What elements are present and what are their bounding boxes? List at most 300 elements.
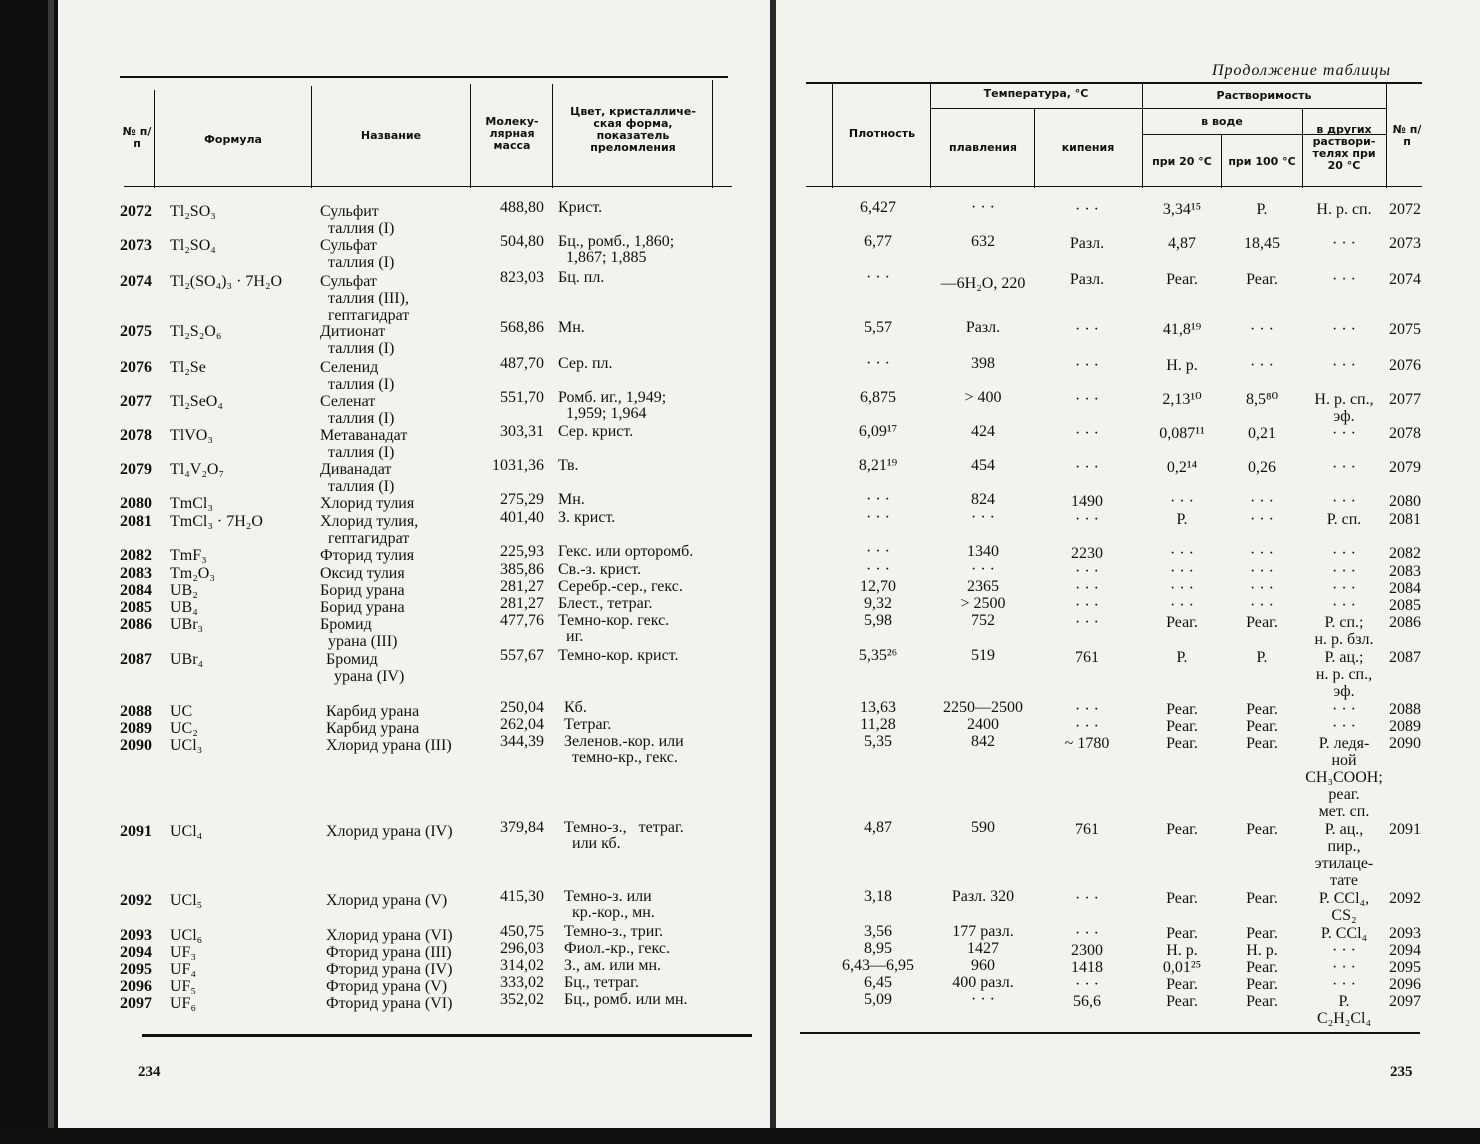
density-cell: 4,87	[864, 819, 892, 836]
name-cell: Дитионат	[320, 323, 386, 340]
boiling-cell: · · ·	[1075, 425, 1099, 442]
mass-cell: 314,02	[500, 957, 544, 974]
scanner-edge	[0, 1128, 1480, 1144]
formula-cell: Tl₂SO₄	[170, 237, 216, 254]
other-solvents-cell: тате	[1330, 872, 1358, 889]
table-bottom-rule	[142, 1034, 752, 1037]
boiling-cell: · · ·	[1075, 563, 1099, 580]
solubility-20-cell: Реаг.	[1166, 925, 1198, 942]
page-number-right: 235	[1390, 1064, 1413, 1080]
boiling-cell: · · ·	[1075, 459, 1099, 476]
solubility-100-cell: Реаг.	[1246, 976, 1278, 993]
other-solvents-cell: Р.	[1338, 993, 1350, 1010]
formula-cell: Tl₄V₂O₇	[170, 461, 225, 478]
melting-cell: Разл.	[965, 319, 1001, 336]
header-melting: плавления	[949, 141, 1017, 154]
row-number-right: 2091	[1389, 821, 1421, 838]
name-cell: таллия (III),	[320, 290, 409, 307]
density-cell: 6,45	[864, 974, 892, 991]
row-number: 2087	[120, 651, 152, 668]
mass-cell: 250,04	[500, 699, 544, 716]
boiling-cell: 761	[1075, 821, 1099, 838]
solubility-100-cell: 18,45	[1244, 235, 1280, 252]
row-number-right: 2088	[1389, 701, 1421, 718]
other-solvents-cell: Р. CCl₄,	[1318, 890, 1370, 907]
table-top-rule-right	[806, 82, 1422, 84]
other-solvents-cell: · · ·	[1332, 718, 1356, 735]
table-continuation-caption: Продолжение таблицы	[1212, 62, 1392, 79]
melting-cell: 398	[971, 355, 995, 372]
solubility-20-cell: 0,2¹⁴	[1166, 459, 1198, 476]
table-top-rule	[120, 76, 728, 78]
row-number: 2090	[120, 737, 152, 754]
row-number-right: 2084	[1389, 580, 1421, 597]
left-page	[58, 0, 770, 1128]
solubility-100-cell: Реаг.	[1246, 890, 1278, 907]
row-number-right: 2087	[1389, 649, 1421, 666]
density-cell: 6,43—6,95	[842, 957, 914, 974]
row-number: 2089	[120, 720, 152, 737]
row-number-right: 2097	[1389, 993, 1421, 1010]
color-cell: темно-кр., гекс.	[564, 749, 678, 766]
header-solubility: Растворимость	[1216, 89, 1312, 102]
row-number: 2074	[120, 273, 152, 290]
other-solvents-cell: · · ·	[1332, 701, 1356, 718]
solubility-100-cell: · · ·	[1250, 357, 1274, 374]
name-cell: таллия (I)	[320, 220, 395, 237]
other-solvents-cell: · · ·	[1332, 580, 1356, 597]
color-cell: Зеленов.-кор. или	[564, 733, 684, 750]
formula-cell: UCl₅	[170, 892, 203, 909]
mass-cell: 477,76	[500, 612, 544, 629]
formula-cell: TmCl₃	[170, 495, 213, 512]
solubility-100-cell: Реаг.	[1246, 735, 1278, 752]
density-cell: 12,70	[860, 578, 896, 595]
other-solvents-cell: · · ·	[1332, 597, 1356, 614]
solubility-20-cell: Реаг.	[1166, 821, 1198, 838]
boiling-cell: · · ·	[1075, 925, 1099, 942]
row-number: 2076	[120, 359, 152, 376]
mass-cell: 557,67	[500, 647, 544, 664]
mass-cell: 281,27	[500, 595, 544, 612]
row-number-right: 2095	[1389, 959, 1421, 976]
melting-cell: 590	[971, 819, 995, 836]
color-cell: Темно-з., тетраг.	[564, 819, 684, 836]
formula-cell: UCl₄	[170, 823, 203, 840]
row-number: 2077	[120, 393, 152, 410]
melting-cell: —6H₂O, 220	[940, 275, 1026, 292]
row-number-right: 2072	[1389, 201, 1421, 218]
name-cell: гептагидрат	[320, 307, 410, 324]
solubility-100-cell: Р.	[1256, 201, 1268, 218]
boiling-cell: · · ·	[1075, 391, 1099, 408]
other-solvents-cell: Н. р. сп.,	[1314, 391, 1374, 408]
name-cell: таллия (I)	[320, 340, 395, 357]
color-cell: Темно-кор. крист.	[558, 647, 679, 664]
solubility-100-cell: 0,26	[1248, 459, 1276, 476]
row-number-right: 2076	[1389, 357, 1421, 374]
other-solvents-cell: · · ·	[1332, 357, 1356, 374]
row-number: 2092	[120, 892, 152, 909]
name-cell: Оксид тулия	[320, 565, 405, 582]
color-cell: Фиол.-кр., гекс.	[564, 940, 671, 957]
name-cell: Фторид тулия	[320, 547, 415, 564]
formula-cell: TlVO₃	[170, 427, 213, 444]
name-cell: таллия (I)	[320, 478, 395, 495]
row-number: 2093	[120, 927, 152, 944]
row-number: 2078	[120, 427, 152, 444]
melting-cell: > 400	[964, 389, 1002, 406]
melting-cell: 752	[971, 612, 995, 629]
name-cell: урана (III)	[320, 633, 398, 650]
density-cell: 5,98	[864, 612, 892, 629]
solubility-100-cell: · · ·	[1250, 511, 1274, 528]
solubility-100-cell: · · ·	[1250, 580, 1274, 597]
other-solvents-cell: эф.	[1333, 408, 1355, 425]
mass-cell: 275,29	[500, 491, 544, 508]
book-spine	[0, 0, 58, 1144]
solubility-20-cell: 41,8¹⁹	[1162, 321, 1202, 338]
melting-cell: 454	[971, 457, 995, 474]
density-cell: · · ·	[866, 561, 890, 578]
density-cell: 13,63	[860, 699, 896, 716]
name-cell: таллия (I)	[320, 254, 395, 271]
color-cell: Темно-з., триг.	[564, 923, 664, 940]
formula-cell: UF₄	[170, 961, 197, 978]
melting-cell: > 2500	[960, 595, 1006, 612]
name-cell: Фторид урана (III)	[326, 944, 452, 961]
solubility-20-cell: Реаг.	[1166, 614, 1198, 631]
header-num-right: № п/п	[1392, 123, 1422, 148]
formula-cell: Tm₂O₃	[170, 565, 215, 582]
melting-cell: 424	[971, 423, 995, 440]
boiling-cell: · · ·	[1075, 976, 1099, 993]
formula-cell: UF₆	[170, 995, 197, 1012]
solubility-20-cell: 2,13¹⁰	[1162, 391, 1202, 408]
name-cell: Хлорид тулия,	[320, 513, 419, 530]
name-cell: Хлорид урана (III)	[326, 737, 452, 754]
color-cell: Темно-кор. гекс.	[558, 612, 670, 629]
boiling-cell: ~ 1780	[1064, 735, 1110, 752]
mass-cell: 551,70	[500, 389, 544, 406]
other-solvents-cell: н. р. сп.,	[1315, 666, 1373, 683]
solubility-20-cell: Реаг.	[1166, 271, 1198, 288]
header-at20: при 20 °С	[1152, 155, 1212, 168]
row-number-right: 2079	[1389, 459, 1421, 476]
name-cell: Хлорид урана (VI)	[326, 927, 453, 944]
color-cell: иг.	[558, 628, 584, 645]
header-at100: при 100 °С	[1228, 155, 1296, 168]
boiling-cell: · · ·	[1075, 718, 1099, 735]
color-cell: Серебр.-сер., гекс.	[558, 578, 683, 595]
density-cell: 5,35²⁶	[858, 647, 898, 664]
solubility-20-cell: · · ·	[1170, 597, 1194, 614]
solubility-20-cell: 0,01²⁵	[1162, 959, 1202, 976]
row-number: 2084	[120, 582, 152, 599]
other-solvents-cell: мет. сп.	[1318, 803, 1370, 820]
formula-cell: UBr₃	[170, 616, 204, 633]
density-cell: 3,18	[864, 888, 892, 905]
mass-cell: 487,70	[500, 355, 544, 372]
row-number: 2085	[120, 599, 152, 616]
other-solvents-cell: C₂H₂Cl₄	[1316, 1010, 1372, 1027]
other-solvents-cell: Р. сп.;	[1324, 614, 1364, 631]
formula-cell: Tl₂Se	[170, 359, 206, 376]
name-cell: урана (IV)	[326, 668, 405, 685]
melting-cell: 177 разл.	[952, 923, 1014, 940]
solubility-20-cell: · · ·	[1170, 563, 1194, 580]
density-cell: · · ·	[866, 355, 890, 372]
solubility-20-cell: 0,087¹¹	[1159, 425, 1205, 442]
density-cell: 6,77	[864, 233, 892, 250]
boiling-cell: · · ·	[1075, 890, 1099, 907]
name-cell: Хлорид тулия	[320, 495, 415, 512]
name-cell: Метаванадат	[320, 427, 408, 444]
formula-cell: Tl₂SO₃	[170, 203, 216, 220]
row-number-right: 2094	[1389, 942, 1421, 959]
melting-cell: 2250—2500	[943, 699, 1023, 716]
formula-cell: UF₅	[170, 978, 197, 995]
name-cell: Карбид урана	[326, 720, 420, 737]
other-solvents-cell: этилаце-	[1314, 855, 1374, 872]
header-bottom-rule-right	[806, 186, 1422, 187]
color-cell: Темно-з. или	[564, 888, 652, 905]
other-solvents-cell: · · ·	[1332, 942, 1356, 959]
right-page	[776, 0, 1480, 1128]
row-number-right: 2096	[1389, 976, 1421, 993]
density-cell: 6,875	[860, 389, 896, 406]
mass-cell: 823,03	[500, 269, 544, 286]
solubility-100-cell: 8,5⁸⁰	[1246, 391, 1278, 408]
other-solvents-cell: · · ·	[1332, 959, 1356, 976]
name-cell: Сульфит	[320, 203, 379, 220]
color-cell: Сер. крист.	[558, 423, 634, 440]
mass-cell: 415,30	[500, 888, 544, 905]
melting-cell: 632	[971, 233, 995, 250]
boiling-cell: 2230	[1071, 545, 1103, 562]
density-cell: 5,35	[864, 733, 892, 750]
solubility-100-cell: Реаг.	[1246, 959, 1278, 976]
mass-cell: 450,75	[500, 923, 544, 940]
color-cell: кр.-кор., мн.	[564, 904, 655, 921]
color-cell: З. крист.	[558, 509, 616, 526]
melting-cell: 2365	[967, 578, 999, 595]
header-bottom-rule	[124, 186, 732, 187]
row-number: 2075	[120, 323, 152, 340]
solubility-20-cell: Р.	[1176, 649, 1188, 666]
color-cell: Тв.	[558, 457, 579, 474]
name-cell: Фторид урана (VI)	[326, 995, 453, 1012]
solubility-20-cell: 3,34¹⁵	[1162, 201, 1202, 218]
other-solvents-cell: Н. р. сп.	[1316, 201, 1372, 218]
header-name: Название	[360, 129, 422, 142]
solubility-20-cell: · · ·	[1170, 493, 1194, 510]
mass-cell: 352,02	[500, 991, 544, 1008]
color-cell: Кб.	[564, 699, 587, 716]
name-cell: Сульфат	[320, 237, 377, 254]
solubility-20-cell: Реаг.	[1166, 976, 1198, 993]
mass-cell: 379,84	[500, 819, 544, 836]
melting-cell: Разл. 320	[951, 888, 1015, 905]
row-number: 2081	[120, 513, 152, 530]
color-cell: Бц. пл.	[558, 269, 605, 286]
row-number: 2086	[120, 616, 152, 633]
solubility-20-cell: 4,87	[1168, 235, 1196, 252]
solubility-100-cell: · · ·	[1250, 597, 1274, 614]
other-solvents-cell: CH₃COOH;	[1305, 769, 1383, 786]
solubility-100-cell: · · ·	[1250, 563, 1274, 580]
name-cell: Хлорид урана (V)	[326, 892, 448, 909]
density-cell: · · ·	[866, 269, 890, 286]
solubility-100-cell: · · ·	[1250, 321, 1274, 338]
melting-cell: 519	[971, 647, 995, 664]
name-cell: Борид урана	[320, 582, 405, 599]
name-cell: Диванадат	[320, 461, 392, 478]
row-number-right: 2077	[1389, 391, 1421, 408]
color-cell: Гекс. или орторомб.	[558, 543, 694, 560]
density-cell: 3,56	[864, 923, 892, 940]
melting-cell: · · ·	[971, 199, 995, 216]
other-solvents-cell: · · ·	[1332, 545, 1356, 562]
header-boiling: кипения	[1061, 141, 1115, 154]
color-cell: или кб.	[564, 835, 621, 852]
name-cell: Селенат	[320, 393, 376, 410]
melting-cell: 824	[971, 491, 995, 508]
density-cell: 8,21¹⁹	[858, 457, 898, 474]
row-number-right: 2085	[1389, 597, 1421, 614]
other-solvents-cell: Р. ац.,	[1324, 821, 1364, 838]
formula-cell: UB₄	[170, 599, 198, 616]
header-in-water: в воде	[1201, 115, 1243, 128]
solubility-20-cell: Реаг.	[1166, 890, 1198, 907]
solubility-20-cell: Р.	[1176, 511, 1188, 528]
solubility-100-cell: Реаг.	[1246, 701, 1278, 718]
row-number-right: 2073	[1389, 235, 1421, 252]
solubility-100-cell: · · ·	[1250, 493, 1274, 510]
formula-cell: UC₂	[170, 720, 198, 737]
solubility-20-cell: Реаг.	[1166, 718, 1198, 735]
other-solvents-cell: · · ·	[1332, 271, 1356, 288]
name-cell: гептагидрат	[320, 530, 410, 547]
row-number-right: 2090	[1389, 735, 1421, 752]
name-cell: таллия (I)	[320, 444, 395, 461]
row-number-right: 2086	[1389, 614, 1421, 631]
header-num: № п/п	[122, 125, 152, 150]
header-temperature: Температура, °С	[983, 87, 1089, 100]
other-solvents-cell: реаг.	[1328, 786, 1360, 803]
other-solvents-cell: · · ·	[1332, 459, 1356, 476]
boiling-cell: · · ·	[1075, 321, 1099, 338]
row-number-right: 2093	[1389, 925, 1421, 942]
boiling-cell: 56,6	[1073, 993, 1101, 1010]
mass-cell: 281,27	[500, 578, 544, 595]
other-solvents-cell: Р. CCl₄	[1320, 925, 1368, 942]
solubility-100-cell: Реаг.	[1246, 821, 1278, 838]
density-cell: 6,09¹⁷	[858, 423, 898, 440]
color-cell: 1,867; 1,885	[558, 249, 647, 266]
row-number-right: 2080	[1389, 493, 1421, 510]
formula-cell: UB₂	[170, 582, 198, 599]
mass-cell: 504,80	[500, 233, 544, 250]
color-cell: Сер. пл.	[558, 355, 613, 372]
density-cell: 11,28	[860, 716, 896, 733]
other-solvents-cell: Р. сп.	[1326, 511, 1362, 528]
boiling-cell: 1490	[1071, 493, 1103, 510]
solubility-100-cell: Реаг.	[1246, 993, 1278, 1010]
row-number: 2095	[120, 961, 152, 978]
color-cell: Бц., ромб., 1,860;	[558, 233, 675, 250]
row-number: 2091	[120, 823, 152, 840]
color-cell: Ромб. иг., 1,949;	[558, 389, 667, 406]
row-number: 2079	[120, 461, 152, 478]
density-cell: 6,427	[860, 199, 896, 216]
density-cell: 5,57	[864, 319, 892, 336]
row-number: 2073	[120, 237, 152, 254]
mass-cell: 262,04	[500, 716, 544, 733]
solubility-20-cell: · · ·	[1170, 545, 1194, 562]
other-solvents-cell: · · ·	[1332, 425, 1356, 442]
header-formula: Формула	[204, 133, 262, 146]
solubility-100-cell: Реаг.	[1246, 925, 1278, 942]
row-number-right: 2074	[1389, 271, 1421, 288]
name-cell: Сульфат	[320, 273, 377, 290]
solubility-100-cell: · · ·	[1250, 545, 1274, 562]
name-cell: Бромид	[326, 651, 378, 668]
boiling-cell: Разл.	[1069, 271, 1105, 288]
row-number-right: 2078	[1389, 425, 1421, 442]
melting-cell: 1427	[967, 940, 999, 957]
density-cell: 5,09	[864, 991, 892, 1008]
row-number: 2083	[120, 565, 152, 582]
mass-cell: 488,80	[500, 199, 544, 216]
boiling-cell: · · ·	[1075, 511, 1099, 528]
boiling-cell: · · ·	[1075, 201, 1099, 218]
page-number-left: 234	[138, 1064, 161, 1080]
mass-cell: 401,40	[500, 509, 544, 526]
melting-cell: · · ·	[971, 561, 995, 578]
boiling-cell: · · ·	[1075, 580, 1099, 597]
row-number-right: 2081	[1389, 511, 1421, 528]
melting-cell: 400 разл.	[952, 974, 1014, 991]
row-number: 2082	[120, 547, 152, 564]
formula-cell: Tl₂(SO₄)₃ · 7H₂O	[170, 273, 283, 290]
mass-cell: 385,86	[500, 561, 544, 578]
other-solvents-cell: н. р. бзл.	[1314, 631, 1374, 648]
color-cell: Блест., тетраг.	[558, 595, 653, 612]
melting-cell: 842	[971, 733, 995, 750]
solubility-100-cell: Реаг.	[1246, 271, 1278, 288]
boiling-cell: 761	[1075, 649, 1099, 666]
mass-cell: 344,39	[500, 733, 544, 750]
row-number: 2096	[120, 978, 152, 995]
name-cell: Хлорид урана (IV)	[326, 823, 453, 840]
solubility-20-cell: Реаг.	[1166, 993, 1198, 1010]
solubility-20-cell: Н. р.	[1166, 357, 1198, 374]
name-cell: Фторид урана (IV)	[326, 961, 453, 978]
boiling-cell: · · ·	[1075, 597, 1099, 614]
formula-cell: UCl₆	[170, 927, 203, 944]
mass-cell: 568,86	[500, 319, 544, 336]
name-cell: таллия (I)	[320, 376, 395, 393]
row-number-right: 2082	[1389, 545, 1421, 562]
solubility-100-cell: Реаг.	[1246, 718, 1278, 735]
other-solvents-cell: Р. ац.;	[1324, 649, 1364, 666]
melting-cell: 1340	[967, 543, 999, 560]
solubility-20-cell: Н. р.	[1166, 942, 1198, 959]
table-bottom-rule-right	[800, 1032, 1420, 1034]
formula-cell: Tl₂S₂O₆	[170, 323, 222, 340]
melting-cell: · · ·	[971, 509, 995, 526]
